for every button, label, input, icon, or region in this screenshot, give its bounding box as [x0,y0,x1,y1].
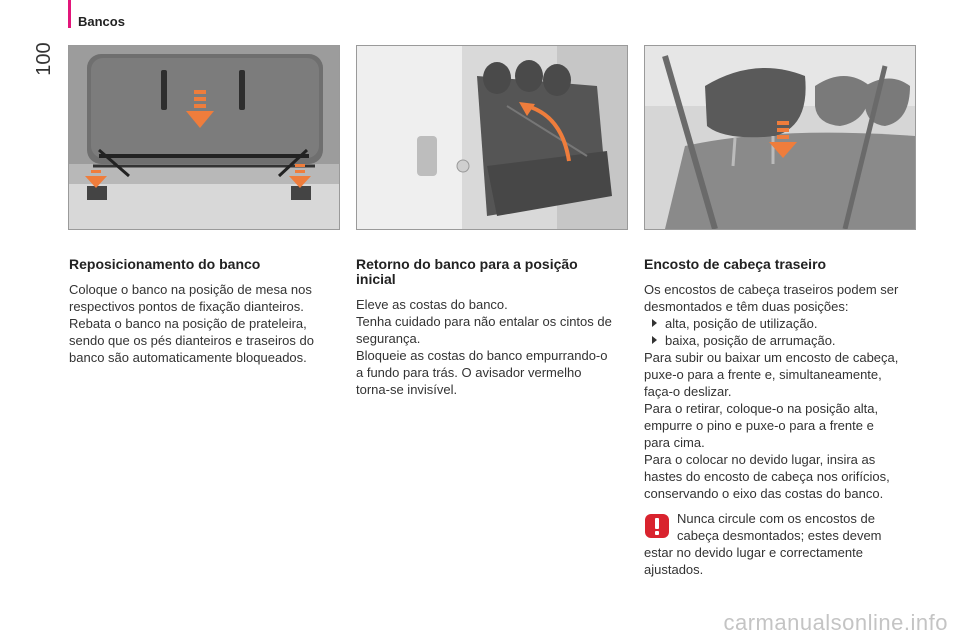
text-line: Para subir ou baixar um encosto de cabeça, [644,350,899,365]
section-repositioning [69,257,351,366]
section-title: Encosto de cabeça traseiro [644,256,827,272]
text-line: Para o retirar, coloque-o na posição alta, [644,401,879,416]
text-line: torna-se invisível. [356,382,458,397]
text-line: conservando o eixo das costas do banco. [644,486,884,501]
text-line: respectivos pontos de fixação dianteiros. [69,299,304,314]
text-line: hastes do encosto de cabeça nos orifícios, [644,469,890,484]
section-title-line: Retorno do banco para a posição [356,256,578,272]
warning-text-line: Nunca circule com os encostos de [677,511,875,526]
header-accent-bar [68,0,71,28]
text-line: desmontados e têm duas posições: [644,299,849,314]
section-header-title: Bancos [78,14,125,29]
section-return [356,257,628,398]
watermark: carmanualsonline.info [723,610,948,635]
text-line: empurre o pino e puxe-o para a frente e [644,418,874,433]
photo-bench-seat-floor-anchors [68,45,340,230]
photo-rear-headrest-adjust [644,45,916,230]
text-line: segurança. [356,331,421,346]
section-title: Reposicionamento do banco [69,256,261,272]
section-title [356,257,628,287]
text-line: Rebata o banco na posição de prateleira, [69,316,307,331]
text-line: puxe-o para a frente e, simultaneamente, [644,367,882,382]
text-line: para cima. [644,435,705,450]
text-line: Bloqueie as costas do banco empurrando-o [356,348,608,363]
text-line: Coloque o banco na posição de mesa nos [69,282,312,297]
text-line: Eleve as costas do banco. [356,297,508,312]
warning-note [644,510,920,578]
text-line: faça-o deslizar. [644,384,732,399]
text-line: Os encostos de cabeça traseiros podem ser [644,282,899,297]
text-line: Tenha cuidado para não entalar os cintos de [356,314,612,329]
warning-text-line: estar no devido lugar e correctamente [644,545,863,560]
section-title-line: inicial [356,271,396,287]
photo-seat-backrest-return [356,45,628,230]
warning-exclamation-icon [644,513,670,539]
list-item: baixa, posição de arrumação. [644,332,920,349]
position-list [644,315,920,349]
page-number: 100 [33,42,55,76]
text-line: Para o colocar no devido lugar, insira as [644,452,876,467]
warning-text-line: cabeça desmontados; estes devem [677,528,882,543]
text-line: banco são automaticamente bloqueados. [69,350,307,365]
text-line: a fundo para trás. O avisador vermelho [356,365,582,380]
text-line: sendo que os pés dianteiros e traseiros do [69,333,314,348]
warning-text-line: ajustados. [644,562,704,577]
list-item: alta, posição de utilização. [644,315,920,332]
section-headrest [644,257,920,578]
